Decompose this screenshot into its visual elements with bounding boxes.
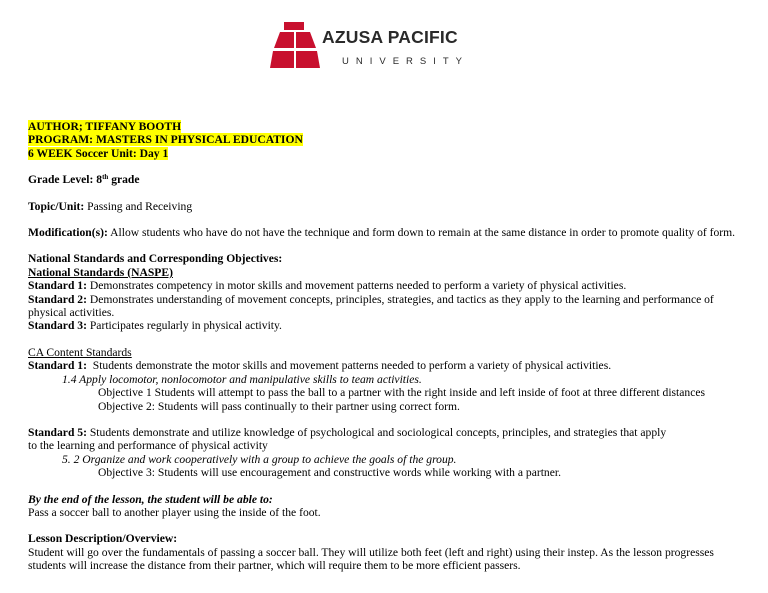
ca-standard-5-sub: 5. 2 Organize and work cooperatively with a group to achieve the goals of the group. xyxy=(62,452,457,466)
university-logo xyxy=(270,22,470,74)
objective-2: Objective 2: Students will pass continually to their partner using correct form. xyxy=(98,399,460,413)
logo-subtitle: UNIVERSITY xyxy=(342,56,470,67)
end-of-lesson-text: Pass a soccer ball to another player using the inside of the foot. xyxy=(28,505,321,519)
objective-1: Objective 1 Students will attempt to pass the ball to a partner with the right inside and left inside of foot at three different distances xyxy=(98,386,706,400)
author-line: AUTHOR; TIFFANY BOOTH xyxy=(28,120,182,133)
grade-value: 8th grade xyxy=(96,173,140,187)
national-standard-3: Standard 3: Participates regularly in physical activity. xyxy=(28,319,282,333)
modification-text: Allow students who have do not have the technique and form down to remain at the same distance in order to promote quality of form. xyxy=(110,226,736,240)
modification-label: Modification(s): xyxy=(28,226,108,240)
unit-line: 6 WEEK Soccer Unit: Day 1 xyxy=(28,146,169,160)
national-subheading: National Standards (NASPE) xyxy=(28,265,173,279)
lesson-plan-document xyxy=(28,120,738,573)
objective-3: Objective 3: Students will use encouragement and constructive words while working with a partner. xyxy=(98,466,561,480)
national-standard-2: Standard 2: Demonstrates understanding of movement concepts, principles, strategies, and tactics as they apply to the learning and performance of physical activities. xyxy=(28,292,714,320)
overview-heading: Lesson Description/Overview: xyxy=(28,532,178,546)
ca-heading: CA Content Standards xyxy=(28,345,132,359)
national-standard-1: Standard 1: Demonstrates competency in motor skills and movement patterns needed to perform a variety of physical activities. xyxy=(28,279,627,293)
logo-name: AZUSA PACIFIC xyxy=(322,27,458,47)
ca-standard-1: Standard 1: Students demonstrate the motor skills and movement patterns needed to perform a variety of physical activities. xyxy=(28,359,612,373)
grade-level xyxy=(28,173,738,186)
end-of-lesson-heading: By the end of the lesson, the student will be able to: xyxy=(28,492,273,506)
topic-label: Topic/Unit: xyxy=(28,199,85,213)
ca-standard-5: Standard 5: Students demonstrate and utilize knowledge of psychological and sociological concepts, principles, and strategies that apply xyxy=(28,425,667,439)
topic-value: Passing and Receiving xyxy=(87,199,193,213)
overview-text: Student will go over the fundamentals of passing a soccer ball. They will utilize both feet (left and right) using their instep. As the lesson progresses students will increase the distance from their partner, which will require them to be more efficient passers. xyxy=(28,545,714,573)
program-line: PROGRAM: MASTERS IN PHYSICAL EDUCATION xyxy=(28,133,303,147)
modification xyxy=(28,226,738,239)
topic-unit xyxy=(28,200,738,213)
national-heading: National Standards and Corresponding Objectives: xyxy=(28,252,283,266)
grade-label: Grade Level: xyxy=(28,173,94,187)
ca-standard-5-line2: to the learning and performance of physical activity xyxy=(28,439,268,453)
apu-emblem-icon xyxy=(270,22,320,74)
ca-standard-1-sub: 1.4 Apply locomotor, nonlocomotor and manipulative skills to team activities. xyxy=(62,372,422,386)
